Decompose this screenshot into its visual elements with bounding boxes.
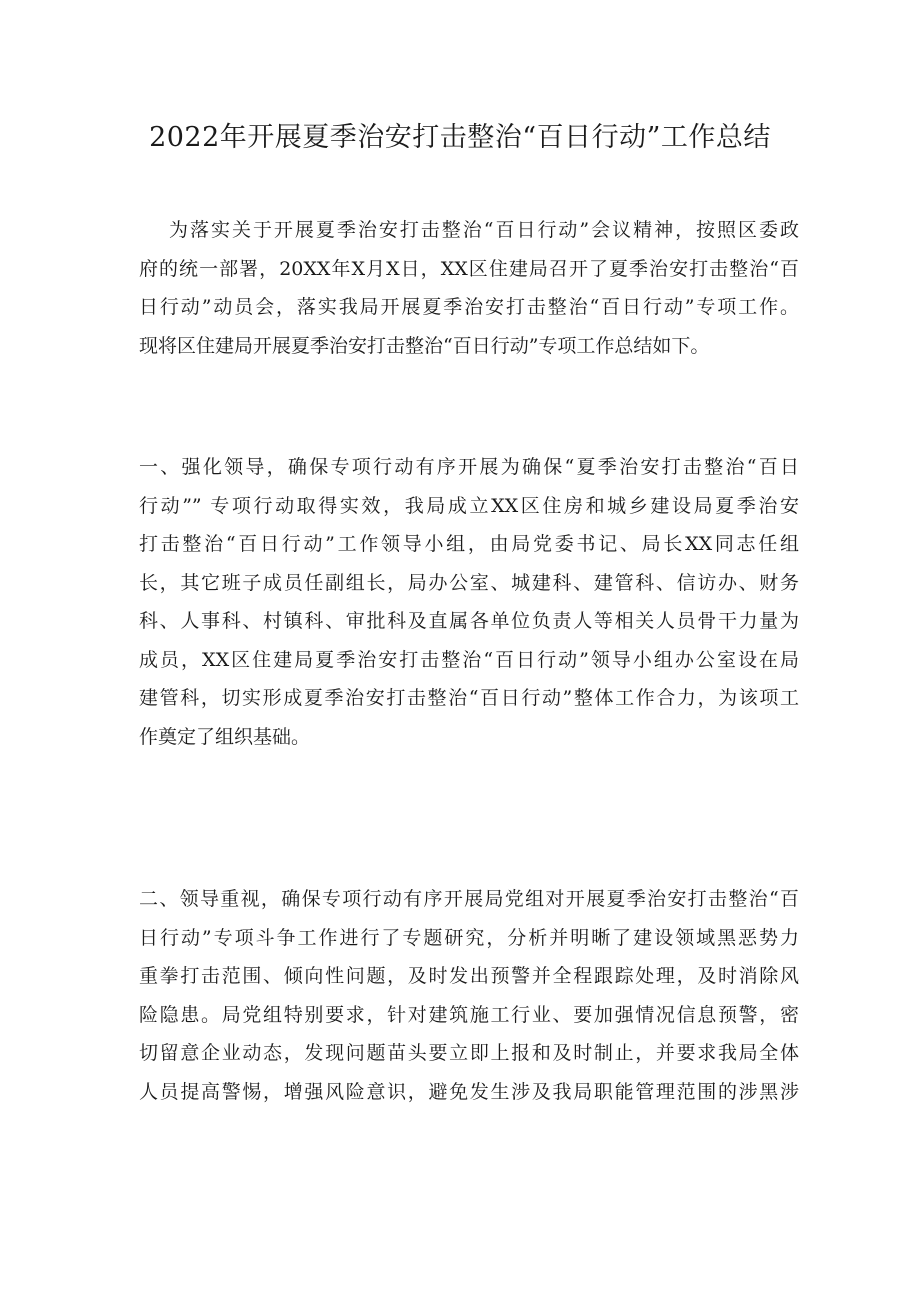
- paragraph-line: 作奠定了组织基础。: [139, 725, 311, 748]
- paragraph-line: 重拳打击范围、倾向性问题，及时发出预警并全程跟踪处理，及时消除风: [139, 965, 799, 987]
- paragraph-line: 人员提高警惕，增强风险意识，避免发生涉及我局职能管理范围的涉黑涉: [139, 1080, 799, 1103]
- document-title: 2022年开展夏季治安打击整治“百日行动”工作总结: [149, 122, 771, 153]
- paragraph-line: 切留意企业动态，发现问题苗头要立即上报和及时制止，并要求我局全体: [139, 1042, 799, 1064]
- paragraph-section-1: [139, 448, 799, 756]
- paragraph-line: 现将区住建局开展夏季治安打击整治“百日行动”专项工作总结如下。: [139, 334, 710, 357]
- paragraph-line: 行动”” 专项行动取得实效，我局成立XX区住房和城乡建设局夏季治安: [139, 494, 799, 517]
- paragraph-line: 建管科，切实形成夏季治安打击整治“百日行动”整体工作合力，为该项工: [139, 687, 799, 709]
- paragraph-line: 二、领导重视，确保专项行动有序开展局党组对开展夏季治安打击整治“百: [139, 888, 799, 910]
- paragraph-line: 为落实关于开展夏季治安打击整治“百日行动”会议精神，按照区委政: [169, 219, 799, 241]
- paragraph-line: 日行动”专项斗争工作进行了专题研究，分析并明晰了建设领域黑恶势力: [139, 926, 799, 949]
- paragraph-line: 府的统一部署，20XX年X月X日，XX区住建局召开了夏季治安打击整治“百: [139, 257, 799, 280]
- paragraph-line: 科、人事科、村镇科、审批科及直属各单位负责人等相关人员骨干力量为: [139, 610, 799, 632]
- paragraph-line: 一、强化领导，确保专项行动有序开展为确保“夏季治安打击整治“百日: [139, 456, 799, 478]
- paragraph-line: 成员，XX区住建局夏季治安打击整治“百日行动”领导小组办公室设在局: [139, 648, 799, 671]
- paragraph-line: 长，其它班子成员任副组长，局办公室、城建科、建管科、信访办、财务: [139, 571, 799, 594]
- paragraph-line: 日行动”动员会，落实我局开展夏季治安打击整治“百日行动”专项工作。: [139, 296, 799, 318]
- paragraph-intro: [139, 211, 799, 365]
- paragraph-section-2: [139, 880, 799, 1111]
- paragraph-line: 打击整治“百日行动”工作领导小组，由局党委书记、局长XX同志任组: [139, 533, 799, 555]
- paragraph-line: 险隐患。局党组特别要求，针对建筑施工行业、要加强情况信息预警，密: [139, 1003, 799, 1026]
